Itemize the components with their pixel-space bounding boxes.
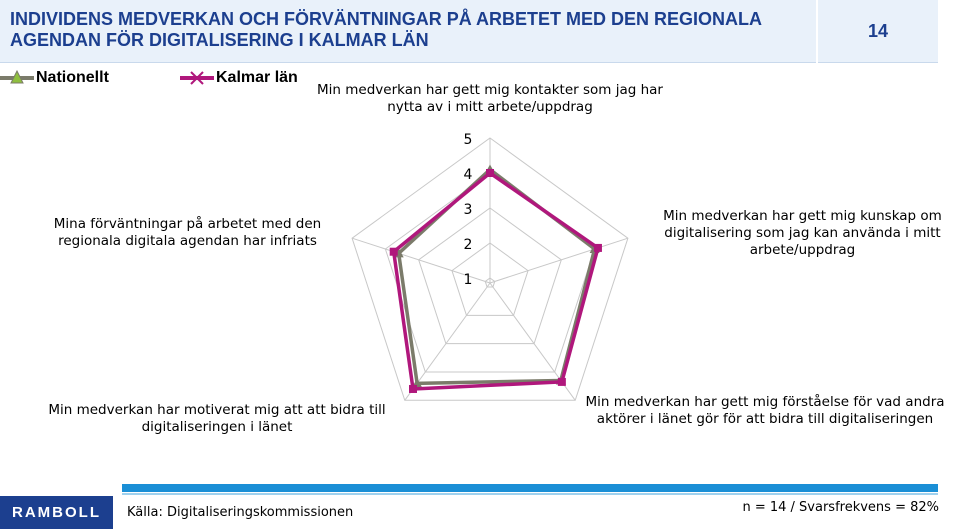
footer-bar-light (122, 493, 938, 495)
legend-nationellt-label: Nationellt (36, 69, 109, 86)
axis-label-contacts: Min medverkan har gett mig kontakter som jag har nytta av i mitt arbete/uppdrag (317, 82, 663, 115)
tick-label-4: 4 (463, 167, 473, 183)
tick-label-1: 1 (463, 272, 473, 288)
logo-text: RAMBOLL (12, 504, 101, 521)
tick-label-5: 5 (463, 132, 473, 148)
page-title: INDIVIDENS MEDVERKAN OCH FÖRVÄNTNINGAR PÅ ARBETET MED DEN REGIONALA AGENDAN FÖR DIGITALISERING I KALMAR LÄN (10, 9, 762, 50)
series-2-point-4 (409, 385, 417, 393)
spoke-2 (490, 238, 628, 283)
series-2-point-5 (390, 248, 398, 256)
axis-label-knowledge: Min medverkan har gett mig kunskap om digitalisering som jag kan använda i mitt arbete/uppdrag (663, 208, 942, 258)
axis-label-expectations: Mina förväntningar på arbetet med den regionala digitala agendan har infriats (53, 216, 322, 249)
tick-label-3: 3 (463, 202, 473, 218)
axis-label-motivation: Min medverkan har motiverat mig att att bidra till digitaliseringen i länet (48, 402, 386, 435)
page-number: 14 (867, 21, 889, 41)
response-rate-text: n = 14 / Svarsfrekvens = 82% (742, 500, 939, 515)
legend-kalmar-label: Kalmar län (216, 69, 298, 86)
series-2-point-3 (558, 378, 566, 386)
footer-bar (122, 484, 938, 492)
tick-label-2: 2 (463, 237, 473, 253)
ramboll-logo (0, 496, 113, 529)
series-2-point-1 (486, 169, 494, 177)
series-line-1 (399, 170, 595, 384)
axis-label-understanding: Min medverkan har gett mig förståelse för vad andra aktörer i länet gör för att bidra till digitaliseringen (585, 394, 945, 427)
source-text: Källa: Digitaliseringskommissionen (127, 505, 354, 520)
series-2-point-2 (594, 244, 602, 252)
